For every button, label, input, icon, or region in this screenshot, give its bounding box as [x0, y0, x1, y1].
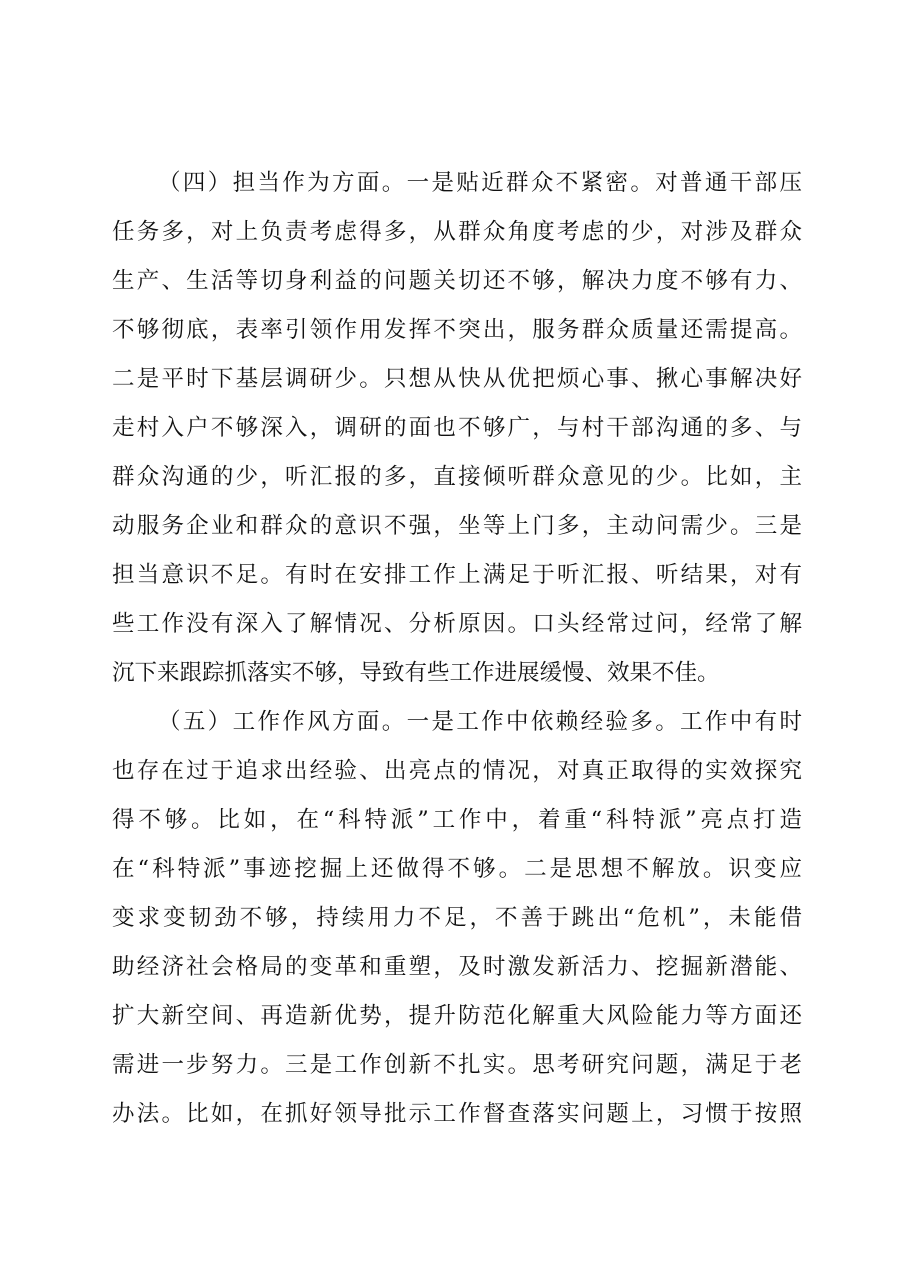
- paragraph-line: 助经济社会格局的变革和重塑，及时激发新活力、挖掘新潜能、: [112, 954, 802, 980]
- paragraph-line: 些工作没有深入了解情况、分析原因。口头经常过问，经常了解: [112, 611, 802, 637]
- paragraph-line: 生产、生活等切身利益的问题关切还不够，解决力度不够有力、: [112, 268, 802, 294]
- paragraph-line: （四）担当作为方面。一是贴近群众不紧密。对普通干部压: [158, 170, 802, 196]
- paragraph-line: 担当意识不足。有时在安排工作上满足于听汇报、听结果，对有: [112, 562, 802, 588]
- paragraph-line: （五）工作作风方面。一是工作中依赖经验多。工作中有时: [158, 709, 802, 735]
- paragraph-line: 动服务企业和群众的意识不强，坐等上门多，主动问需少。三是: [112, 513, 802, 539]
- paragraph-line: 二是平时下基层调研少。只想从快从优把烦心事、揪心事解决好: [112, 366, 802, 392]
- paragraph-line: 不够彻底，表率引领作用发挥不突出，服务群众质量还需提高。: [112, 317, 802, 343]
- paragraph-line: 需进一步努力。三是工作创新不扎实。思考研究问题，满足于老: [112, 1052, 802, 1078]
- paragraph-line: 群众沟通的少，听汇报的多，直接倾听群众意见的少。比如，主: [112, 464, 802, 490]
- paragraph-line: 变求变韧劲不够，持续用力不足，不善于跳出“危机”，未能借: [112, 905, 802, 931]
- paragraph-line: 也存在过于追求出经验、出亮点的情况，对真正取得的实效探究: [112, 758, 802, 784]
- paragraph-line: 扩大新空间、再造新优势，提升防范化解重大风险能力等方面还: [112, 1003, 802, 1029]
- paragraph-line: 走村入户不够深入，调研的面也不够广，与村干部沟通的多、与: [112, 415, 802, 441]
- paragraph-line: 在“科特派”事迹挖掘上还做得不够。二是思想不解放。识变应: [112, 856, 802, 882]
- paragraph-line: 得不够。比如，在“科特派”工作中，着重“科特派”亮点打造: [112, 807, 802, 833]
- paragraph-line: 办法。比如，在抓好领导批示工作督查落实问题上，习惯于按照: [112, 1101, 802, 1127]
- paragraph-line: 沉下来跟踪抓落实不够，导致有些工作进展缓慢、效果不佳。: [112, 660, 720, 686]
- paragraph-line: 任务多，对上负责考虑得多，从群众角度考虑的少，对涉及群众: [112, 219, 802, 245]
